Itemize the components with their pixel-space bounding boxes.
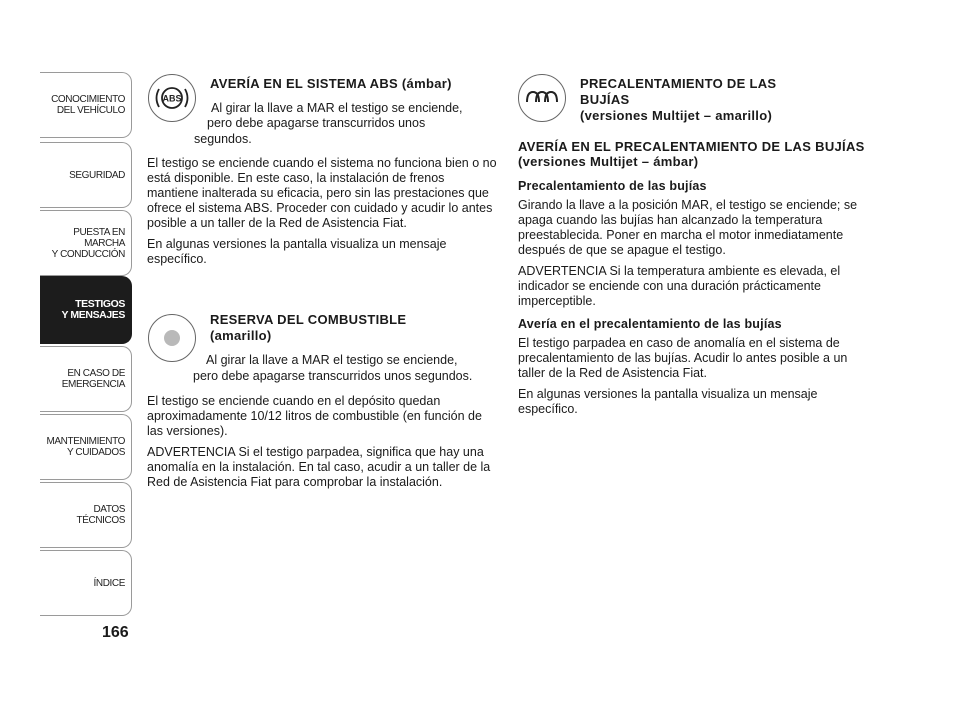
glow-title-1: PRECALENTAMIENTO DE LAS [580, 76, 777, 91]
abs-title: AVERÍA EN EL SISTEMA ABS (ámbar) [210, 76, 452, 91]
abs-intro-2: pero debe apagarse transcurridos unos [207, 116, 426, 130]
tab-emergencia[interactable] [40, 346, 132, 412]
svg-text:ABS: ABS [162, 93, 182, 104]
tab-label: ÍNDICE [93, 577, 125, 589]
glow-fault-heading: AVERÍA EN EL PRECALENTAMIENTO DE LAS BUJÍAS (versiones Multijet – ámbar) [518, 139, 865, 169]
glow-paragraph-3: El testigo parpadea en caso de anomalía en el sistema de precalentamiento de las bujías. Acudir lo antes posible a un taller de la Red de Asistencia Fiat. [518, 336, 848, 380]
tab-label: MANTENIMIENTO Y CUIDADOS [46, 436, 125, 458]
page-number: 166 [102, 624, 129, 641]
abs-intro-1: Al girar la llave a MAR el testigo se enciende, [211, 101, 463, 115]
tab-indice[interactable] [40, 550, 132, 616]
tab-label: EN CASO DE EMERGENCIA [61, 368, 125, 390]
fuel-title-1: RESERVA DEL COMBUSTIBLE [210, 312, 407, 327]
fuel-reserve-icon [148, 314, 196, 362]
tab-testigos[interactable] [40, 276, 132, 344]
glow-paragraph-2: ADVERTENCIA Si la temperatura ambiente es elevada, el indicador se enciende con una duración prácticamente imperceptible. [518, 264, 841, 308]
tab-label: PUESTA EN MARCHA Y CONDUCCIÓN [51, 226, 125, 260]
glow-title-2: BUJÍAS [580, 92, 630, 107]
abs-paragraph-2: En algunas versiones la pantalla visualiza un mensaje específico. [147, 237, 447, 266]
fuel-intro-1: Al girar la llave a MAR el testigo se enciende, [206, 353, 458, 367]
tab-puesta-en-marcha[interactable] [40, 210, 132, 276]
tab-label: SEGURIDAD [69, 169, 125, 181]
tab-datos-tecnicos[interactable] [40, 482, 132, 548]
fuel-paragraph-1: El testigo se enciende cuando en el depósito quedan aproximadamente 10/12 litros de combustible (en función de las versiones). [147, 394, 482, 438]
glow-title-3: (versiones Multijet – amarillo) [580, 108, 773, 123]
glow-plug-icon [518, 74, 566, 122]
glow-subheading-1: Precalentamiento de las bujías [518, 179, 707, 193]
glow-paragraph-1: Girando la llave a la posición MAR, el testigo se enciende; se apaga cuando las bujías han alcanzado la temperatura preestablecida. Poner en marcha el motor inmediatamente después de que se apague el testigo. [518, 198, 858, 257]
glow-subheading-2: Avería en el precalentamiento de las bujías [518, 317, 782, 331]
fuel-paragraph-2: ADVERTENCIA Si el testigo parpadea, significa que hay una anomalía en la instalación. En tal caso, acudir a un taller de la Red de Asistencia Fiat para comprobar la instalación. [147, 445, 491, 489]
abs-intro-3: segundos. [194, 132, 252, 146]
tab-label: DATOS TÉCNICOS [76, 504, 125, 526]
fuel-title-2: (amarillo) [210, 328, 272, 343]
tab-seguridad[interactable] [40, 142, 132, 208]
tab-conocimiento[interactable] [40, 72, 132, 138]
abs-paragraph-1: El testigo se enciende cuando el sistema no funciona bien o no está disponible. En este caso, la instalación de frenos mantiene inalterada su eficacia, pero sin las prestaciones que ofrece el sistema ABS. Proceder con cuidado y acudir lo antes posible a un taller de la Red de Asistencia Fiat. [147, 156, 497, 230]
tab-label: CONOCIMIENTO DEL VEHÍCULO [51, 94, 125, 116]
glow-paragraph-4: En algunas versiones la pantalla visualiza un mensaje específico. [518, 387, 818, 416]
tab-mantenimiento[interactable] [40, 414, 132, 480]
fuel-intro-2: pero debe apagarse transcurridos unos segundos. [193, 369, 473, 383]
tab-label: TESTIGOS Y MENSAJES [61, 298, 125, 321]
abs-warning-icon [148, 74, 196, 122]
